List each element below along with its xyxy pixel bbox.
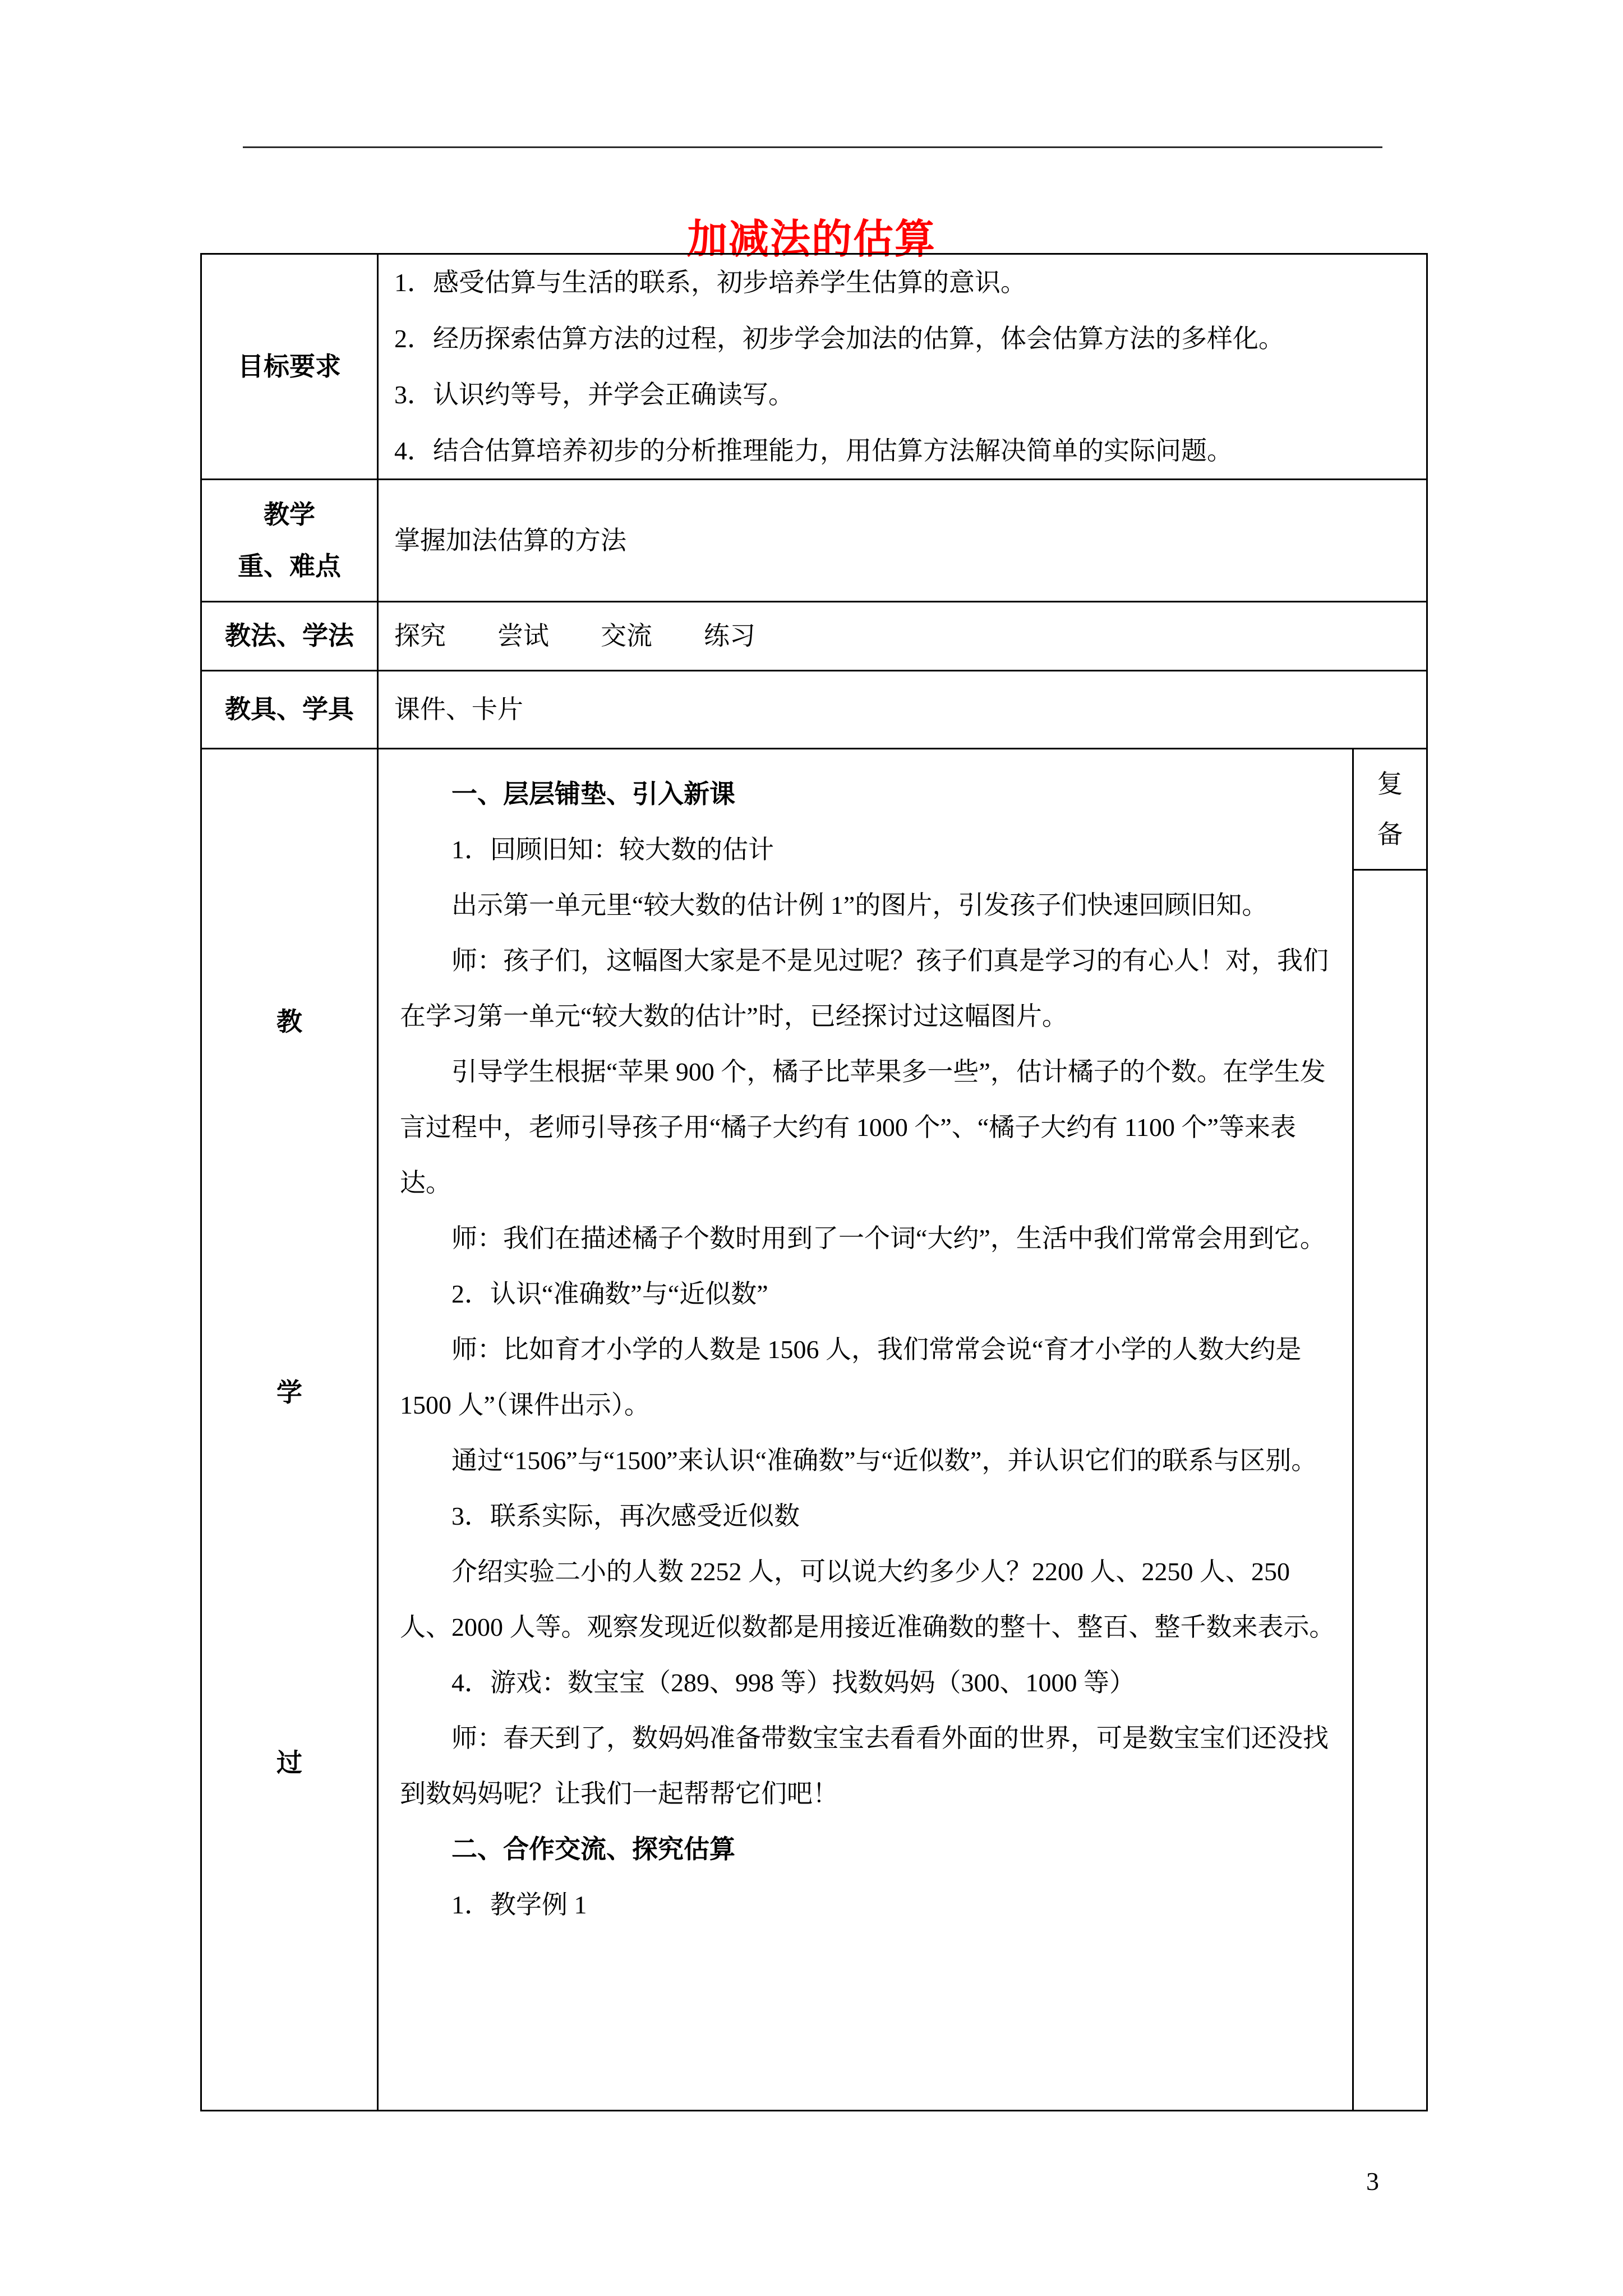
goals-header-cell: 目标要求 (202, 255, 379, 478)
process-paragraph: 通过“1506”与“1500”来认识“准确数”与“近似数”，并认识它们的联系与区别。 (451, 1446, 1317, 1475)
review-column (1352, 749, 1426, 2110)
table-row-tools (202, 671, 1426, 749)
goal-item: 4．结合估算培养初步的分析推理能力，用估算方法解决简单的实际问题。 (394, 436, 1233, 465)
lesson-plan-table (200, 253, 1428, 2111)
process-paragraph: 师：春天到了，数妈妈准备带数宝宝去看看外面的世界，可是数宝宝们还没找到数妈妈呢？让我们一起帮帮它们吧！ (400, 1724, 1329, 1808)
process-header-char: 学 (276, 1378, 302, 1407)
process-paragraph: 介绍实验二小的人数 2252 人，可以说大约多少人？2200 人、2250 人、250 人、2000 人等。观察发现近似数都是用接近准确数的整十、整百、整千数来表示。 (400, 1557, 1335, 1641)
goal-item: 3．认识约等号，并学会正确读写。 (394, 380, 794, 409)
goal-item: 1．感受估算与生活的联系，初步培养学生估算的意识。 (394, 268, 1026, 297)
review-column-header (1354, 749, 1426, 871)
goal-item: 2．经历探索估算方法的过程，初步学会加法的估算，体会估算方法的多样化。 (394, 324, 1284, 353)
process-paragraph: 1．回顾旧知：较大数的估计 (451, 835, 774, 864)
methods-content-cell: 探究 尝试 交流 练习 (394, 622, 755, 650)
process-paragraph: 4．游戏：数宝宝（289、998 等）找数妈妈（300、1000 等） (451, 1668, 1135, 1697)
goals-content-cell (379, 255, 1426, 478)
process-content-cell (379, 749, 1352, 2110)
process-paragraph: 一、层层铺垫、引入新课 (451, 780, 735, 808)
process-paragraph: 引导学生根据“苹果 900 个，橘子比苹果多一些”，估计橘子的个数。在学生发言过程中，老师引导孩子用“橘子大约有 1000 个”、“橘子大约有 1100 个”等来表达。 (400, 1057, 1326, 1197)
table-row-keypoints (202, 480, 1426, 602)
process-paragraph: 3．联系实际，再次感受近似数 (451, 1502, 800, 1530)
keypoints-content-cell: 掌握加法估算的方法 (394, 526, 626, 555)
process-header-char: 过 (276, 1749, 302, 1777)
methods-header-cell: 教法、学法 (202, 602, 379, 670)
process-header-cell (202, 749, 379, 2110)
process-paragraph: 师：比如育才小学的人数是 1506 人，我们常常会说“育才小学的人数大约是 1500 人”（课件出示）。 (400, 1335, 1302, 1419)
page-number: 3 (1366, 2167, 1379, 2196)
tools-header-cell: 教具、学具 (202, 671, 379, 748)
table-row-process (202, 749, 1426, 2110)
review-header-char: 复 (1377, 769, 1403, 798)
table-row-goals (202, 255, 1426, 480)
page-title: 加减法的估算 (686, 217, 936, 262)
process-header-char: 教 (276, 1007, 302, 1036)
process-paragraph: 师：我们在描述橘子个数时用到了一个词“大约”，生活中我们常常会用到它。 (451, 1224, 1326, 1253)
table-row-methods (202, 602, 1426, 671)
process-paragraph: 二、合作交流、探究估算 (451, 1835, 735, 1864)
process-paragraph: 2．认识“准确数”与“近似数” (451, 1280, 768, 1308)
process-paragraph: 师：孩子们，这幅图大家是不是见过呢？孩子们真是学习的有心人！对，我们在学习第一单元“较大数的估计”时，已经探讨过这幅图片。 (400, 946, 1329, 1030)
header-rule (243, 146, 1382, 148)
tools-content-cell: 课件、卡片 (394, 695, 523, 724)
keypoints-header-cell (202, 480, 379, 601)
keypoints-header-line2: 重、难点 (238, 551, 341, 581)
review-header-char: 备 (1377, 820, 1403, 849)
process-paragraph: 出示第一单元里“较大数的估计例 1”的图片，引发孩子们快速回顾旧知。 (451, 891, 1268, 919)
keypoints-header-line1: 教学 (264, 500, 315, 529)
process-paragraph: 1．教学例 1 (451, 1890, 587, 1919)
